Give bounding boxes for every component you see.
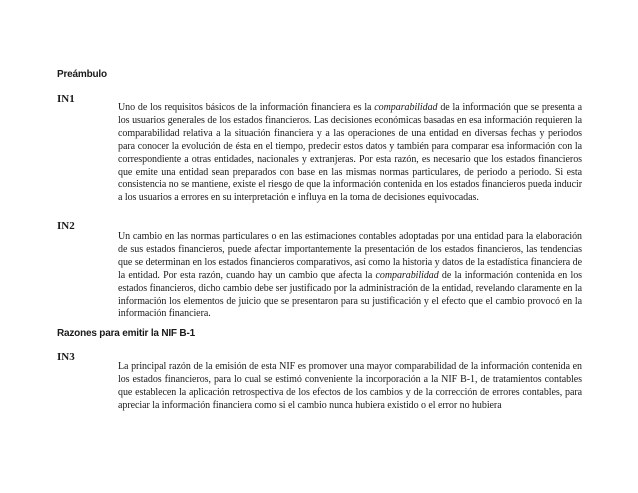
paragraph-in1-text-b: de la información que se presenta a los usuarios generales de los estados financieros. Las decisiones económicas basadas en esa información requieren la comparabilidad relativa a la situación financiera y a las operaciones de una entidad en diversas fechas y periodos para conocer la evolución de ésta en el tiempo, predecir estos datos y también para comparar esa información con la correspondiente a otras entidades, nacionales y extranjeras. Por esta razón, es necesario que los estados financieros que emite una entidad sean preparados con base en las mismas normas particulares, de periodo a periodo. Si esta consistencia no se mantiene, existe el riesgo de que la información contenida en los estados financieros pueda inducir a los usuarios a errores en su interpretación e influya en la toma de decisiones equivocadas. [118,102,582,204]
paragraph-in2 [118,231,582,321]
paragraph-in2-emphasis: comparabilidad [375,269,439,281]
paragraph-number-in1: IN1 [57,93,75,105]
paragraph-in1-emphasis: comparabilidad [374,102,438,113]
section-heading-reasons: Razones para emitir la NIF B-1 [57,328,195,339]
paragraph-in2-text-a: Un cambio en las normas particulares o en las estimaciones contables adoptadas por una entidad para la elaboración de sus estados financieros, puede afectar importantemente la presentación de los estados financieros, las tendencias que se determinan en los estados financieros comparativos, así como la historia y datos de la estadística financiera de la entidad. Por esta razón, cuando hay un cambio que afecta la [118,231,582,281]
paragraph-number-in2: IN2 [57,220,75,232]
paragraph-in3 [118,361,582,413]
paragraph-number-in3: IN3 [57,351,75,363]
paragraph-in1 [118,102,582,205]
paragraph-in1-text-a: Uno de los requisitos básicos de la información financiera es la [118,102,375,113]
section-heading-preamble: Preámbulo [57,69,107,80]
paragraph-in2-text-b: de la información contenida en los estados financieros, dicho cambio debe ser justificado por la administración de la entidad, revelando claramente en la información los elementos de juicio que se presentaron para su justificación y el efecto que el cambio provocó en la información financiera. [118,269,582,320]
paragraph-in3-text-a: La principal razón de la emisión de esta NIF es promover una mayor comparabilidad de la información contenida en los estados financieros, para lo cual se estimó conveniente la incorporación a la NIF B-1, de tratamientos contables que establecen la aplicación retrospectiva de los efectos de los cambios y de la corrección de errores contables, para apreciar la información financiera como si el cambio nunca hubiera existido o el error no hubiera [118,361,582,411]
